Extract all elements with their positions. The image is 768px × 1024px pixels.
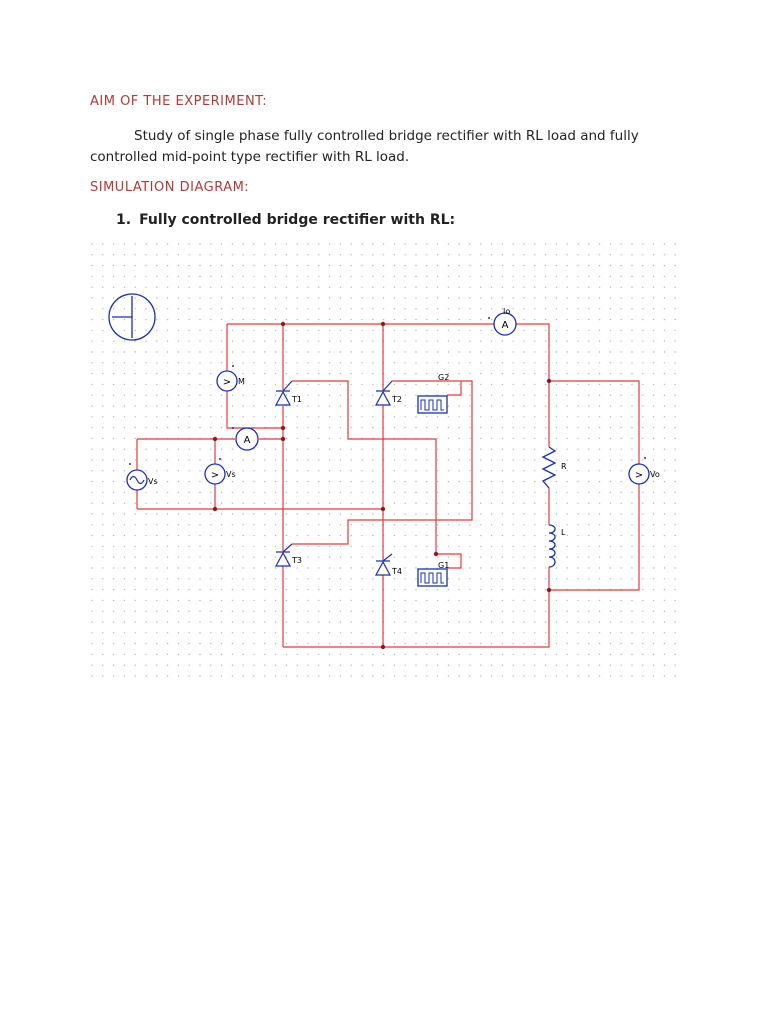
svg-text:A: A	[501, 320, 509, 331]
label-t4: T4	[392, 567, 402, 576]
item-number: 1.	[116, 212, 132, 228]
label-vs-source: Vs	[148, 477, 158, 486]
label-t1: T1	[292, 395, 302, 404]
svg-text:>: >	[210, 470, 220, 481]
label-io: Io	[503, 307, 511, 316]
voltmeter-vm-icon	[217, 371, 237, 391]
junction-nodes	[210, 322, 551, 649]
aim-heading: AIM OF THE EXPERIMENT:	[90, 94, 268, 109]
label-g2: G2	[438, 373, 450, 382]
ammeter-io-icon	[494, 313, 516, 335]
label-vm: M	[238, 377, 245, 386]
ac-source-icon	[127, 470, 147, 490]
aim-text-body: Study of single phase fully controlled bridge rectifier with RL load and fully controlled mid-point type rectifier with RL load.	[90, 128, 639, 165]
gating-block-g2-icon	[418, 396, 447, 413]
svg-text:>: >	[222, 377, 232, 388]
ammeter-source-icon	[236, 428, 258, 450]
svg-text:A: A	[243, 435, 251, 446]
grid-dots	[91, 243, 676, 676]
voltmeter-vo-icon	[629, 464, 649, 484]
label-vs-meter: Vs	[226, 470, 236, 479]
label-g1: G1	[438, 561, 450, 570]
label-r: R	[561, 462, 567, 471]
label-vo: Vo	[650, 470, 660, 479]
item-title: Fully controlled bridge rectifier with RL:	[139, 212, 456, 228]
inductor-icon	[549, 525, 555, 567]
label-l: L	[561, 528, 566, 537]
thyristor-t1-icon	[276, 381, 292, 405]
resistor-icon	[543, 447, 555, 488]
label-t2: T2	[392, 395, 402, 404]
label-t3: T3	[292, 556, 302, 565]
simulation-heading: SIMULATION DIAGRAM:	[90, 180, 250, 195]
thyristor-t3-icon	[276, 544, 292, 566]
svg-text:>: >	[634, 470, 644, 481]
voltmeter-vs-icon	[205, 464, 225, 484]
gating-block-g1-icon	[418, 569, 447, 586]
wires	[137, 324, 639, 647]
clock-icon	[109, 294, 155, 340]
